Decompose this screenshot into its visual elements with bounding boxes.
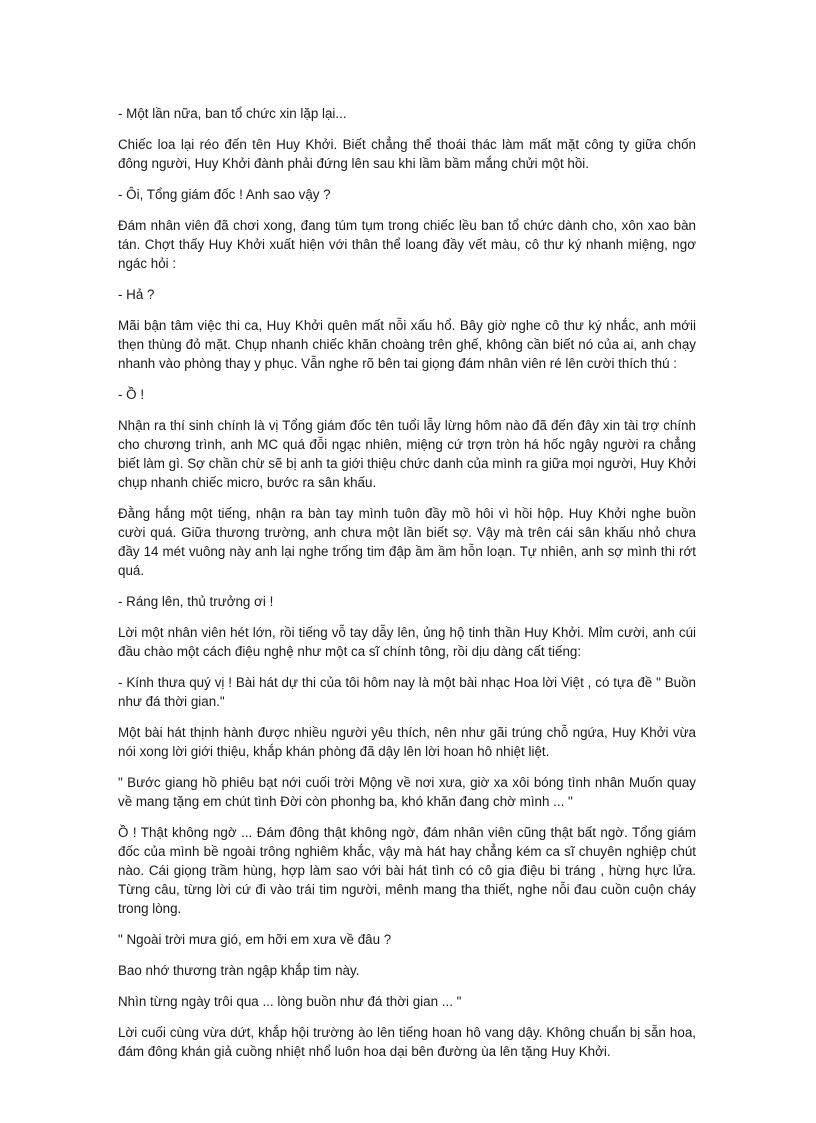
paragraph: " Bước giang hồ phiêu bạt nới cuối trời Mộng về nơi xưa, giờ xa xôi bóng tình nhân Muốn quay về mang tặng em chút tình Đời còn phonhg ba, khó khăn đang chờ mình ... " bbox=[118, 775, 696, 809]
paragraph: - Ráng lên, thủ trưởng ơi ! bbox=[118, 594, 274, 609]
paragraph: - Hả ? bbox=[118, 287, 155, 302]
paragraph: Đám nhân viên đã chơi xong, đang túm tụm trong chiếc lều ban tổ chức dành cho, xôn xao bàn tán. Chợt thấy Huy Khởi xuất hiện với thân thể loang đầy vết màu, cô thư ký nhanh miệng, ngơ ngác hỏi : bbox=[118, 218, 696, 271]
document-body bbox=[118, 104, 696, 1073]
paragraph: - Kính thưa quý vị ! Bài hát dự thi của tôi hôm nay là một bài nhạc Hoa lời Việt , có tựa đề " Buồn như đá thời gian." bbox=[118, 675, 696, 709]
paragraph: Đằng hắng một tiếng, nhận ra bàn tay mình tuôn đầy mồ hôi vì hồi hộp. Huy Khởi nghe buồn cười quá. Giữa thương trường, anh chưa một lần biết sợ. Vậy mà trên cái sân khấu nhỏ chưa đầy 14 mét vuông này anh lại nghe trống tim đập ầm ầm hỗn loạn. Tự nhiên, anh sợ mình thi rớt quá. bbox=[118, 506, 696, 578]
paragraph: Một bài hát thịnh hành được nhiều người yêu thích, nên như gãi trúng chỗ ngứa, Huy Khởi vừa nói xong lời giới thiệu, khắp khán phòng đã dậy lên lời hoan hô nhiệt liệt. bbox=[118, 725, 696, 759]
paragraph: - Ôi, Tổng giám đốc ! Anh sao vậy ? bbox=[118, 187, 331, 202]
paragraph: Mãi bận tâm việc thi ca, Huy Khởi quên mất nỗi xấu hổ. Bây giờ nghe cô thư ký nhắc, anh mớii thẹn thùng đỏ mặt. Chụp nhanh chiếc khăn choàng trên ghế, không cần biết nó của ai, anh chạy nhanh vào phòng thay y phục. Vẫn nghe rõ bên tai giọng đám nhân viên ré lên cười thích thú : bbox=[118, 318, 696, 371]
paragraph: Chiếc loa lại réo đến tên Huy Khởi. Biết chẳng thể thoái thác làm mất mặt công ty giữa chốn đông người, Huy Khởi đành phải đứng lên sau khi lầm bầm mắng chửi một hồi. bbox=[118, 137, 696, 171]
paragraph: Lời cuối cùng vừa dứt, khắp hội trường ào lên tiếng hoan hô vang dậy. Không chuẩn bị sẵn hoa, đám đông khán giả cuồng nhiệt nhổ luôn hoa dại bên đường ùa lên tặng Huy Khởi. bbox=[118, 1025, 696, 1059]
paragraph: Lời một nhân viên hét lớn, rồi tiếng vỗ tay dẫy lên, ủng hộ tinh thần Huy Khởi. Mỉm cười, anh cúi đầu chào một cách điệu nghệ như một ca sĩ chính tông, rồi dịu dàng cất tiếng: bbox=[118, 625, 696, 659]
paragraph: Nhìn từng ngày trôi qua ... lòng buồn như đá thời gian ... " bbox=[118, 994, 462, 1009]
paragraph: Bao nhớ thương tràn ngập khắp tim này. bbox=[118, 963, 360, 978]
paragraph: " Ngoài trời mưa gió, em hỡi em xưa về đâu ? bbox=[118, 932, 392, 947]
paragraph: - Ồ ! bbox=[118, 387, 145, 402]
paragraph: - Một lần nữa, ban tổ chức xin lặp lại... bbox=[118, 106, 347, 121]
paragraph: Nhận ra thí sinh chính là vị Tổng giám đốc tên tuổi lẫy lừng hôm nào đã đến đây xin tài trợ chính cho chương trình, anh MC quá đỗi ngạc nhiên, miệng cứ trợn tròn há hốc ngây người ra chẳng biết làm gì. Sợ chần chừ sẽ bị anh ta giới thiệu chức danh của mình ra giữa mọi người, Huy Khởi chụp nhanh chiếc micro, bước ra sân khấu. bbox=[118, 418, 696, 490]
paragraph: Ồ ! Thật không ngờ ... Đám đông thật không ngờ, đám nhân viên cũng thật bất ngờ. Tổng giám đốc của mình bề ngoài trông nghiêm khắc, vậy mà hát hay chẳng kém ca sĩ chuyên nghiệp chút nào. Cái giọng trầm hùng, hợp làm sao với bài hát tình có cô gia điệu bi tráng , hừng hực lửa. Từng câu, từng lời cứ đi vào trái tim người, mênh mang tha thiết, nghe nỗi đau cuồn cuộn cháy trong lòng. bbox=[118, 825, 696, 916]
